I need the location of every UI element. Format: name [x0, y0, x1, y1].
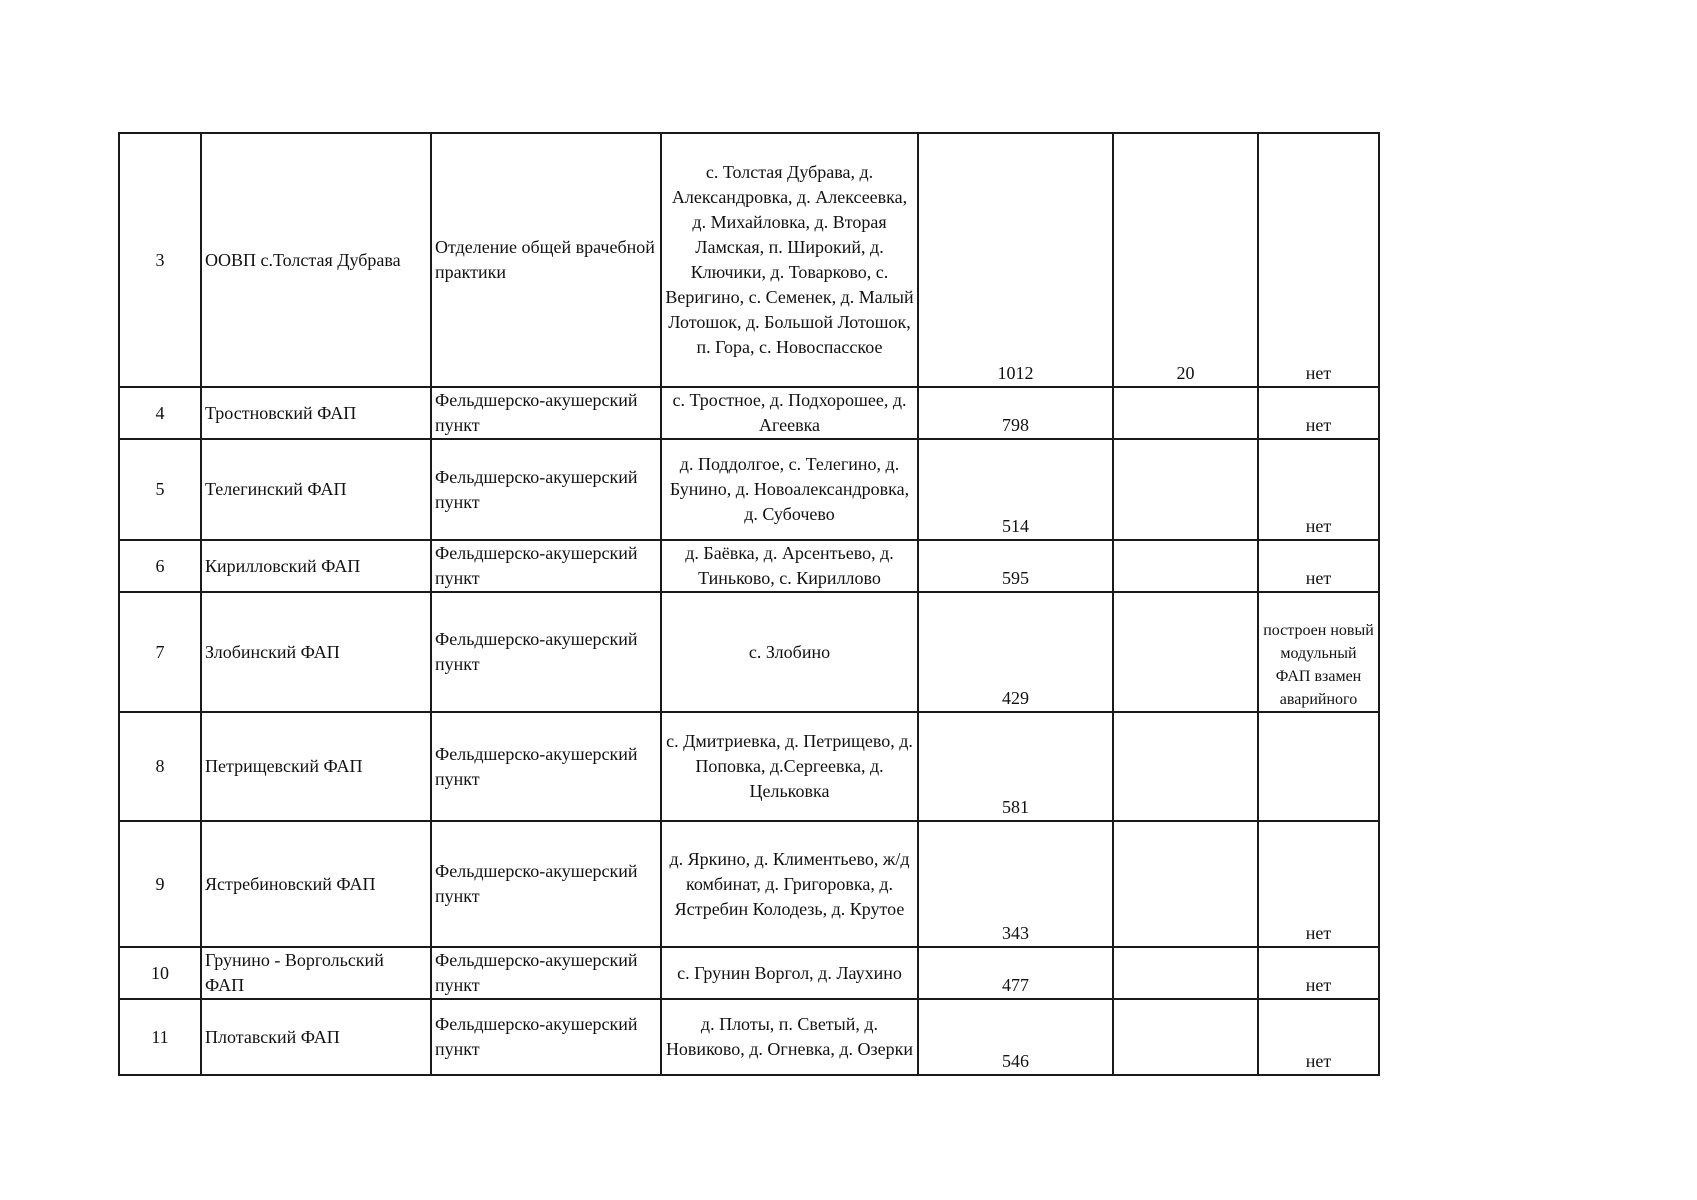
table-row [119, 540, 1379, 592]
facility-type: Фельдшерско-акушерский пункт [431, 387, 661, 439]
population-count: 514 [918, 439, 1113, 540]
medical-facilities-table [118, 132, 1380, 1076]
facility-type: Фельдшерско-акушерский пункт [431, 712, 661, 821]
population-count: 595 [918, 540, 1113, 592]
facility-name: Плотавский ФАП [201, 999, 431, 1075]
served-settlements: с. Толстая Дубрава, д. Александровка, д. Алексеевка, д. Михайловка, д. Вторая Ламская, п. Широкий, д. Ключики, д. Товарково, с. Веригино, с. Семенек, д. Малый Лотошок, д. Большой Лотошок, п. Гора, с. Новоспасское [661, 133, 918, 387]
facility-note: нет [1258, 133, 1379, 387]
facility-type: Фельдшерско-акушерский пункт [431, 540, 661, 592]
population-count: 477 [918, 947, 1113, 999]
table-row [119, 133, 1379, 387]
facility-type: Фельдшерско-акушерский пункт [431, 439, 661, 540]
row-number: 9 [119, 821, 201, 947]
extra-count [1113, 712, 1258, 821]
served-settlements: с. Злобино [661, 592, 918, 712]
facility-note [1258, 712, 1379, 821]
table-row [119, 947, 1379, 999]
row-number: 6 [119, 540, 201, 592]
table-row [119, 439, 1379, 540]
row-number: 11 [119, 999, 201, 1075]
population-count: 581 [918, 712, 1113, 821]
extra-count [1113, 947, 1258, 999]
row-number: 10 [119, 947, 201, 999]
population-count: 429 [918, 592, 1113, 712]
facility-note: построен новый модульный ФАП взамен аварийного [1258, 592, 1379, 712]
facility-type: Фельдшерско-акушерский пункт [431, 592, 661, 712]
facility-name: Ястребиновский ФАП [201, 821, 431, 947]
extra-count [1113, 592, 1258, 712]
facility-type: Отделение общей врачебной практики [431, 133, 661, 387]
row-number: 7 [119, 592, 201, 712]
facility-name: ООВП с.Толстая Дубрава [201, 133, 431, 387]
row-number: 3 [119, 133, 201, 387]
table-row [119, 712, 1379, 821]
row-number: 4 [119, 387, 201, 439]
table-row [119, 999, 1379, 1075]
served-settlements: с. Тростное, д. Подхорошее, д. Агеевка [661, 387, 918, 439]
population-count: 1012 [918, 133, 1113, 387]
facility-name: Петрищевский ФАП [201, 712, 431, 821]
table-row [119, 821, 1379, 947]
row-number: 8 [119, 712, 201, 821]
row-number: 5 [119, 439, 201, 540]
table-row [119, 387, 1379, 439]
extra-count [1113, 540, 1258, 592]
facility-name: Кирилловский ФАП [201, 540, 431, 592]
served-settlements: с. Дмитриевка, д. Петрищево, д. Поповка, д.Сергеевка, д. Цельковка [661, 712, 918, 821]
extra-count: 20 [1113, 133, 1258, 387]
population-count: 343 [918, 821, 1113, 947]
facility-name: Тростновский ФАП [201, 387, 431, 439]
facility-note: нет [1258, 999, 1379, 1075]
table-row [119, 592, 1379, 712]
served-settlements: д. Яркино, д. Климентьево, ж/д комбинат, д. Григоровка, д. Ястребин Колодезь, д. Крутое [661, 821, 918, 947]
facility-type: Фельдшерско-акушерский пункт [431, 947, 661, 999]
served-settlements: д. Плоты, п. Светый, д. Новиково, д. Огневка, д. Озерки [661, 999, 918, 1075]
extra-count [1113, 387, 1258, 439]
served-settlements: д. Баёвка, д. Арсентьево, д. Тиньково, с. Кириллово [661, 540, 918, 592]
served-settlements: с. Грунин Воргол, д. Лаухино [661, 947, 918, 999]
served-settlements: д. Поддолгое, с. Телегино, д. Бунино, д. Новоалександровка, д. Субочево [661, 439, 918, 540]
facility-note: нет [1258, 387, 1379, 439]
extra-count [1113, 821, 1258, 947]
facility-note: нет [1258, 540, 1379, 592]
facility-name: Грунино - Воргольский ФАП [201, 947, 431, 999]
facility-type: Фельдшерско-акушерский пункт [431, 999, 661, 1075]
extra-count [1113, 999, 1258, 1075]
facility-name: Злобинский ФАП [201, 592, 431, 712]
facility-note: нет [1258, 821, 1379, 947]
facility-note: нет [1258, 947, 1379, 999]
facility-note: нет [1258, 439, 1379, 540]
facility-name: Телегинский ФАП [201, 439, 431, 540]
population-count: 546 [918, 999, 1113, 1075]
facility-type: Фельдшерско-акушерский пункт [431, 821, 661, 947]
extra-count [1113, 439, 1258, 540]
population-count: 798 [918, 387, 1113, 439]
